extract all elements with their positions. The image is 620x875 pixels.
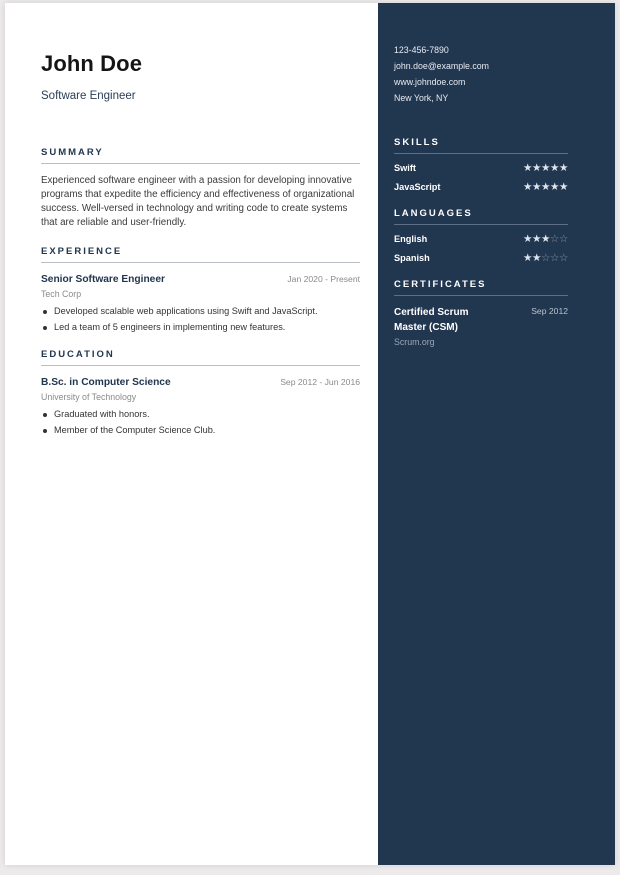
star-outline-icon: ☆ xyxy=(541,251,551,264)
star-filled-icon: ★ xyxy=(532,251,542,264)
certificates-heading: CERTIFICATES xyxy=(394,279,568,296)
experience-entry xyxy=(41,274,360,333)
bullet-item: Led a team of 5 engineers in implementing new features. xyxy=(41,322,360,333)
summary-heading: SUMMARY xyxy=(41,147,360,164)
candidate-name: John Doe xyxy=(41,51,143,76)
job-title: Senior Software Engineer xyxy=(41,274,165,285)
degree-title: B.Sc. in Computer Science xyxy=(41,377,171,388)
experience-section xyxy=(41,246,360,333)
skills-heading: SKILLS xyxy=(394,137,568,154)
certificate-date: Sep 2012 xyxy=(531,306,568,316)
languages-section xyxy=(394,208,568,263)
bullet-item: Developed scalable web applications using Swift and JavaScript. xyxy=(41,306,360,317)
star-filled-icon: ★ xyxy=(559,161,569,174)
certificate-name: Certified Scrum Master (CSM) xyxy=(394,307,469,333)
candidate-role: Software Engineer xyxy=(41,90,136,102)
skill-row xyxy=(394,162,568,173)
star-filled-icon: ★ xyxy=(541,180,551,193)
skill-rating xyxy=(523,163,568,173)
star-filled-icon: ★ xyxy=(532,180,542,193)
education-heading: EDUCATION xyxy=(41,349,360,366)
bullet-item: Graduated with honors. xyxy=(41,409,360,420)
star-filled-icon: ★ xyxy=(541,161,551,174)
bullet-item: Member of the Computer Science Club. xyxy=(41,425,360,436)
skill-name: JavaScript xyxy=(394,181,441,192)
resume-page xyxy=(5,3,615,865)
skill-name: Swift xyxy=(394,162,416,173)
job-bullets xyxy=(41,306,360,333)
certificate-issuer: Scrum.org xyxy=(394,337,435,347)
star-filled-icon: ★ xyxy=(532,161,542,174)
skills-section xyxy=(394,137,568,192)
language-name: English xyxy=(394,233,428,244)
certificate-entry xyxy=(394,305,568,335)
job-date: Jan 2020 - Present xyxy=(287,274,360,284)
language-row xyxy=(394,252,568,263)
language-name: Spanish xyxy=(394,252,430,263)
resume-sidebar xyxy=(378,3,615,865)
language-rating xyxy=(523,234,568,244)
star-filled-icon: ★ xyxy=(523,180,533,193)
skill-row xyxy=(394,181,568,192)
education-section xyxy=(41,349,360,436)
star-filled-icon: ★ xyxy=(523,161,533,174)
star-outline-icon: ☆ xyxy=(559,232,569,245)
school-name: University of Technology xyxy=(41,392,137,402)
resume-main-column xyxy=(5,3,378,865)
star-filled-icon: ★ xyxy=(559,180,569,193)
star-outline-icon: ☆ xyxy=(550,251,560,264)
star-filled-icon: ★ xyxy=(523,251,533,264)
star-filled-icon: ★ xyxy=(541,232,551,245)
certificates-section xyxy=(394,279,568,347)
star-filled-icon: ★ xyxy=(523,232,533,245)
summary-text: Experienced software engineer with a passion for developing innovative programs that expedite the efficiency and effectiveness of organizational success. Well-versed in technology and writing code to create systems that are reliable and user-friendly. xyxy=(41,175,355,228)
star-filled-icon: ★ xyxy=(532,232,542,245)
skill-rating xyxy=(523,182,568,192)
education-bullets xyxy=(41,409,360,436)
star-outline-icon: ☆ xyxy=(550,232,560,245)
summary-section xyxy=(41,147,360,230)
contact-info xyxy=(394,45,568,103)
languages-heading: LANGUAGES xyxy=(394,208,568,225)
language-row xyxy=(394,233,568,244)
phone-number: 123-456-7890 xyxy=(394,45,449,55)
star-outline-icon: ☆ xyxy=(559,251,569,264)
language-rating xyxy=(523,253,568,263)
location: New York, NY xyxy=(394,93,449,103)
experience-heading: EXPERIENCE xyxy=(41,246,360,263)
education-entry xyxy=(41,377,360,436)
degree-date: Sep 2012 - Jun 2016 xyxy=(280,377,360,387)
website-link: www.johndoe.com xyxy=(394,77,466,87)
star-filled-icon: ★ xyxy=(550,180,560,193)
star-filled-icon: ★ xyxy=(550,161,560,174)
company-name: Tech Corp xyxy=(41,289,82,299)
email-address: john.doe@example.com xyxy=(394,61,489,71)
